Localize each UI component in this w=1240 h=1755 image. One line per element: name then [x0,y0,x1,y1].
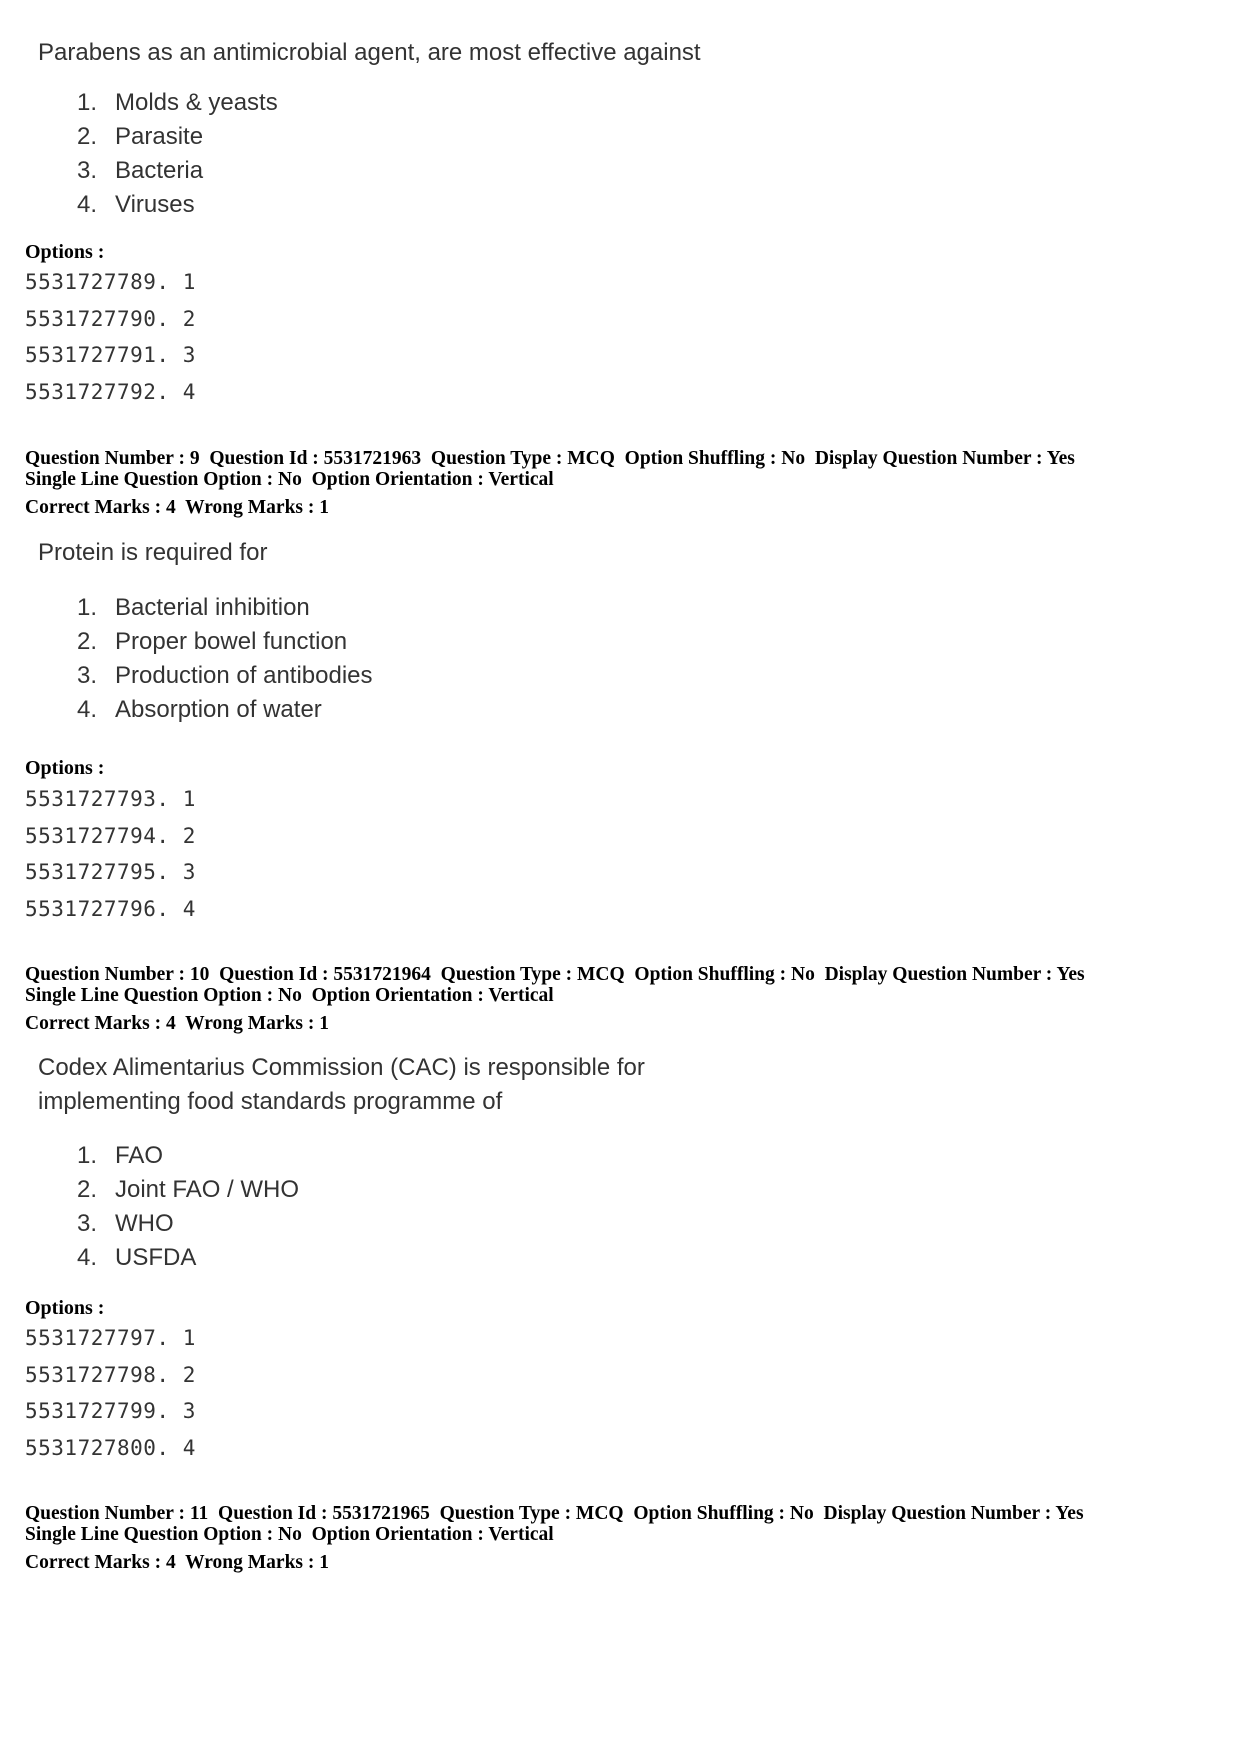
q10-stem-line-1: Codex Alimentarius Commission (CAC) is responsible for [38,1054,645,1081]
q8-choice-3: 3. Bacteria [77,157,204,184]
q8-option-2: 5531727790. 2 [25,306,196,331]
q11-meta-line-2: Single Line Question Option : No Option Orientation : Vertical [25,1524,554,1545]
q10-meta-line-1: Question Number : 10 Question Id : 5531721964 Question Type : MCQ Option Shuffling : No Display Question Number : Yes [25,964,1085,985]
q10-options-label: Options : [25,1297,105,1319]
q9-question-image [38,536,373,727]
q9-options-label: Options : [25,757,105,779]
q10-option-3: 5531727799. 3 [25,1399,196,1423]
q10-option-2: 5531727798. 2 [25,1362,196,1387]
q10-choice-4: 4. USFDA [77,1244,197,1271]
q10-marks: Correct Marks : 4 Wrong Marks : 1 [25,1013,330,1034]
q9-stem: Protein is required for [38,539,268,566]
q9-meta-line-2: Single Line Question Option : No Option Orientation : Vertical [25,469,554,490]
q9-options-list [25,781,196,927]
q11-meta-line-1: Question Number : 11 Question Id : 5531721965 Question Type : MCQ Option Shuffling : No Display Question Number : Yes [25,1503,1084,1524]
q8-question-image [38,36,701,222]
q8-option-3: 5531727791. 3 [25,343,196,367]
q9-option-2: 5531727794. 2 [25,823,196,848]
q10-meta-line-2: Single Line Question Option : No Option Orientation : Vertical [25,985,554,1006]
q8-choice-4: 4. Viruses [77,191,195,218]
q8-option-4: 5531727792. 4 [25,379,196,404]
q10-choice-2: 2. Joint FAO / WHO [77,1176,300,1203]
q10-options-list [25,1320,196,1466]
q9-option-3: 5531727795. 3 [25,860,196,884]
q8-options-label: Options : [25,241,105,263]
q9-choice-2: 2. Proper bowel function [77,628,348,655]
q8-choice-list [38,86,701,222]
q9-choice-list [38,591,373,727]
q10-option-1: 5531727797. 1 [25,1326,196,1350]
q8-stem: Parabens as an antimicrobial agent, are most effective against [38,39,701,66]
q9-marks: Correct Marks : 4 Wrong Marks : 1 [25,497,330,518]
q8-options-list [25,264,196,410]
q11-marks: Correct Marks : 4 Wrong Marks : 1 [25,1552,330,1573]
q9-choice-1: 1. Bacterial inhibition [77,594,310,621]
q10-question-image [38,1051,645,1275]
q10-choice-1: 1. FAO [77,1142,164,1169]
q10-choice-list [38,1139,645,1275]
q9-choice-4: 4. Absorption of water [77,696,322,723]
q10-choice-3: 3. WHO [77,1210,174,1237]
q10-option-4: 5531727800. 4 [25,1435,196,1460]
q9-choice-3: 3. Production of antibodies [77,662,373,689]
q8-choice-2: 2. Parasite [77,123,204,150]
q8-option-1: 5531727789. 1 [25,270,196,294]
q9-option-4: 5531727796. 4 [25,896,196,921]
q10-stem-line-2: implementing food standards programme of [38,1088,503,1115]
q8-choice-1: 1. Molds & yeasts [77,89,278,116]
q9-option-1: 5531727793. 1 [25,787,196,811]
q9-meta-line-1: Question Number : 9 Question Id : 5531721963 Question Type : MCQ Option Shuffling : No Display Question Number : Yes [25,448,1075,469]
